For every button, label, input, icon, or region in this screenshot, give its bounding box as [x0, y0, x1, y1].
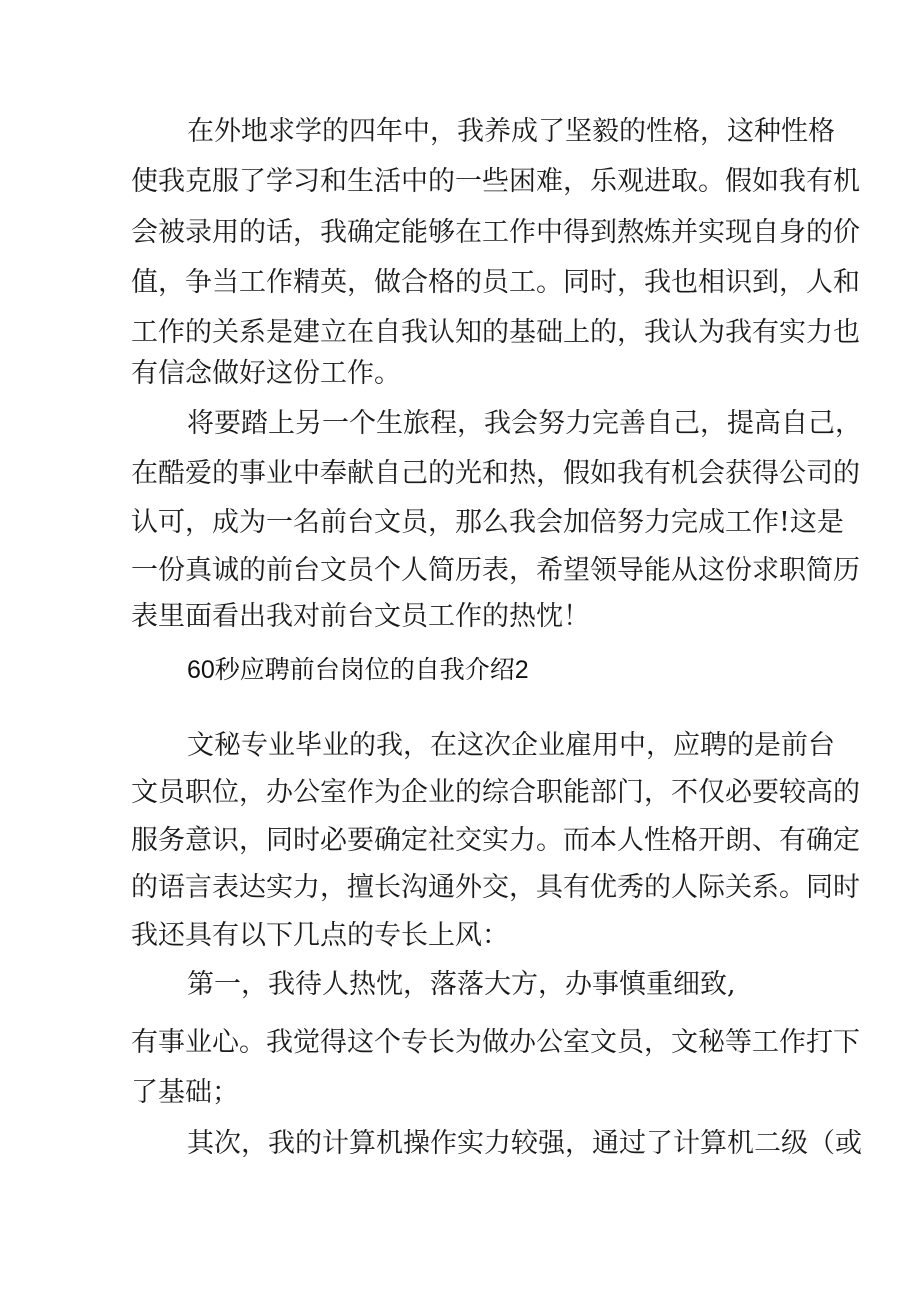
paragraph2-line: 在酷爱的事业中奉献自己的光和热，假如我有机会获得公司的: [131, 458, 860, 489]
paragraph3-line: 文员职位，办公室作为企业的综合职能部门，不仅必要较高的: [131, 777, 860, 808]
paragraph3-line: 的语言表达实力，擅长沟通外交，具有优秀的人际关系。同时: [131, 872, 860, 903]
paragraph2-line: 认可，成为一名前台文员，那么我会加倍努力完成工作!这是: [131, 507, 844, 538]
paragraph2-line: 表里面看出我对前台文员工作的热忱！: [131, 601, 590, 632]
paragraph3-line: 我还具有以下几点的专长上风：: [131, 920, 509, 951]
paragraph1-line: 使我克服了学习和生活中的一些困难，乐观进取。假如我有机: [131, 166, 860, 197]
paragraph1-line: 在外地求学的四年中，我养成了坚毅的性格，这种性格: [187, 116, 835, 147]
paragraph4-line: 了基础；: [131, 1077, 239, 1108]
paragraph1-line: 有信念做好这份工作。: [131, 358, 401, 389]
paragraph2-line: 一份真诚的前台文员个人简历表，希望领导能从这份求职简历: [131, 555, 860, 586]
paragraph3-line: 文秘专业毕业的我，在这次企业雇用中，应聘的是前台: [187, 730, 835, 761]
paragraph2-line: 将要踏上另一个生旅程，我会努力完善自己，提高自己，: [187, 408, 862, 439]
paragraph4-line: 第一，我待人热忱，落落大方，办事慎重细致,: [187, 969, 736, 1000]
paragraph1-line: 工作的关系是建立在自我认知的基础上的，我认为我有实力也: [131, 317, 860, 348]
section-heading: 60秒应聘前台岗位的自我介绍2: [187, 656, 529, 684]
paragraph1-line: 会被录用的话，我确定能够在工作中得到熬炼并实现自身的价: [131, 217, 860, 248]
paragraph3-line: 服务意识，同时必要确定社交实力。而本人性格开朗、有确定: [131, 825, 860, 856]
paragraph5-line: 其次，我的计算机操作实力较强，通过了计算机二级（或: [187, 1128, 862, 1159]
paragraph1-line: 值，争当工作精英，做合格的员工。同时，我也相识到，人和: [131, 267, 860, 298]
paragraph4-line: 有事业心。我觉得这个专长为做办公室文员，文秘等工作打下: [131, 1027, 860, 1058]
